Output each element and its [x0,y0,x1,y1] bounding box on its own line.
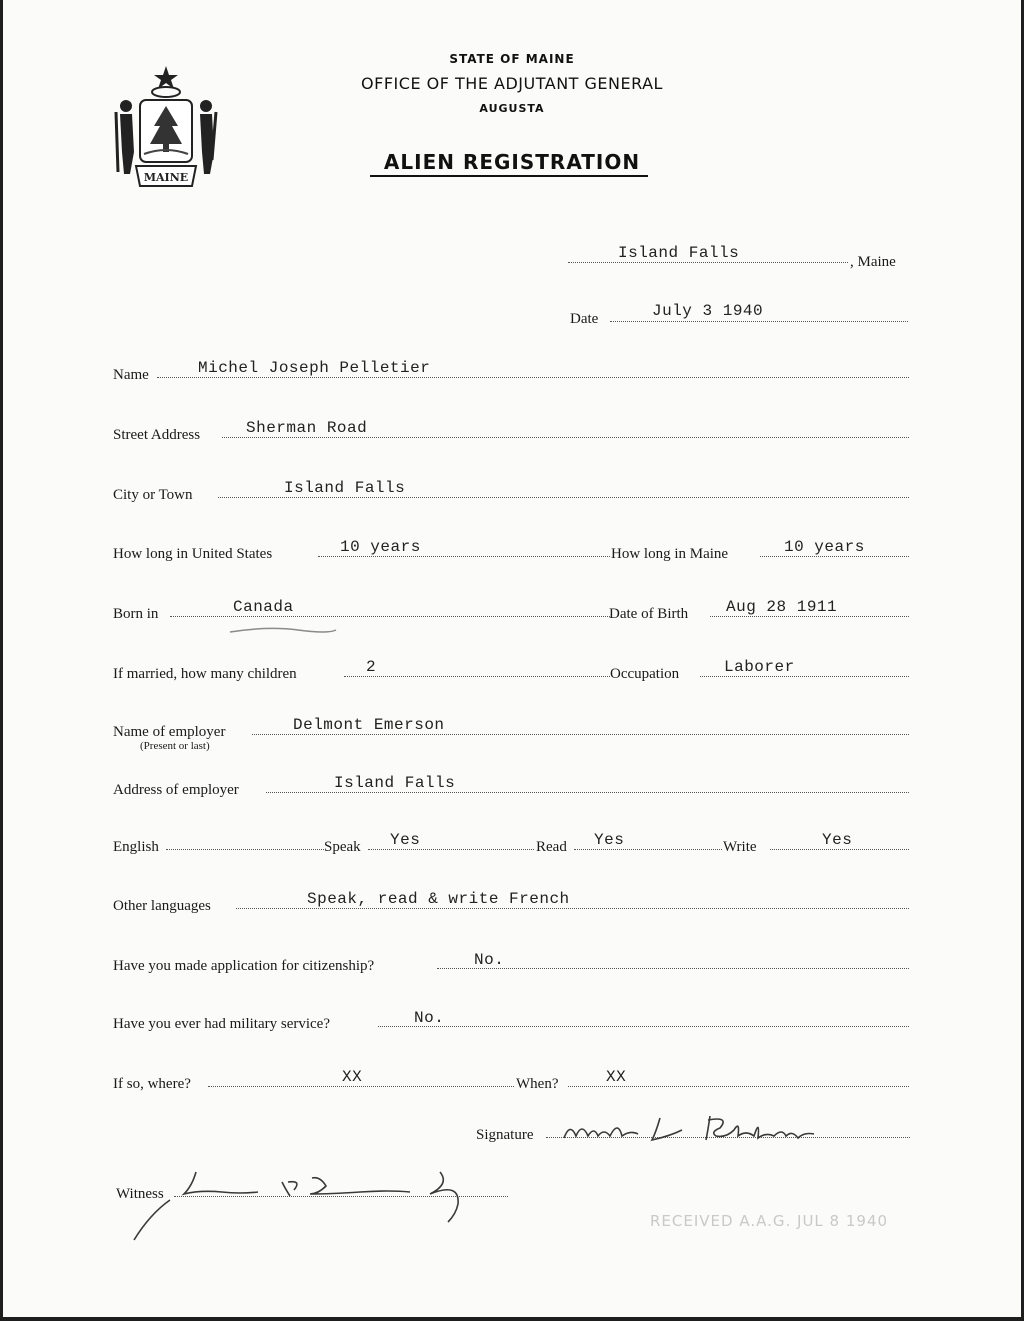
born-label: Born in [113,606,159,622]
when-value: XX [606,1068,627,1086]
city-dots [218,497,909,498]
occupation-value: Laborer [724,658,795,676]
speak-label: Speak [324,839,361,855]
where-value: XX [342,1068,363,1086]
place-suffix: , Maine [850,254,896,270]
when-dots [568,1086,909,1087]
military-dots [378,1026,909,1027]
place-dots [568,262,848,263]
read-label: Read [536,839,567,855]
read-dots [574,849,722,850]
date-value: July 3 1940 [652,302,764,320]
signature-scribble [560,1108,850,1148]
write-value: Yes [822,831,853,849]
us-years-label: How long in United States [113,546,273,562]
witness-label: Witness [116,1186,164,1202]
witness-scribble [130,1164,500,1244]
children-value: 2 [366,658,377,676]
children-dots [344,676,610,677]
born-dots [170,616,610,617]
street-value: Sherman Road [246,419,368,437]
maine-years-label: How long in Maine [611,546,729,562]
employer-address-value: Island Falls [334,774,456,792]
header-office: OFFICE OF THE ADJUTANT GENERAL [361,74,663,93]
street-label: Street Address [113,427,201,443]
english-dots [166,849,324,850]
where-dots [208,1086,514,1087]
other-languages-label: Other languages [113,898,211,914]
occupation-dots [700,676,909,677]
when-label: When? [516,1076,559,1092]
citizenship-dots [437,968,909,969]
maine-years-dots [760,556,909,557]
pencil-mark [228,624,338,636]
name-label: Name [113,367,149,383]
speak-value: Yes [390,831,421,849]
signature-label: Signature [476,1127,534,1143]
header-city: AUGUSTA [479,102,545,115]
form-title: ALIEN REGISTRATION [383,150,641,174]
write-label: Write [723,839,757,855]
city-value: Island Falls [284,479,406,497]
seal-banner-text: MAINE [143,171,189,184]
citizenship-label: Have you made application for citizenship? [113,958,375,974]
children-label: If married, how many children [113,666,297,682]
where-label: If so, where? [113,1076,191,1092]
other-languages-dots [236,908,909,909]
citizenship-value: No. [474,951,505,969]
street-dots [222,437,909,438]
us-years-dots [318,556,610,557]
header-state: STATE OF MAINE [449,52,575,66]
employer-sublabel: (Present or last) [140,740,210,752]
scan-border-left [0,0,3,1321]
date-dots [610,321,908,322]
city-label: City or Town [113,487,193,503]
employer-dots [252,734,909,735]
title-underline [370,175,648,177]
military-value: No. [414,1009,445,1027]
received-stamp: RECEIVED A.A.G. JUL 8 1940 [650,1212,889,1230]
dob-value: Aug 28 1911 [726,598,838,616]
employer-address-dots [266,792,909,793]
occupation-label: Occupation [610,666,680,682]
military-label: Have you ever had military service? [113,1016,330,1032]
name-dots [157,377,909,378]
place-value: Island Falls [618,244,740,262]
speak-dots [368,849,534,850]
other-languages-value: Speak, read & write French [307,890,570,908]
scan-border-bottom [0,1317,1024,1321]
dob-dots [710,616,909,617]
date-label: Date [570,311,599,327]
read-value: Yes [594,831,625,849]
born-value: Canada [233,598,294,616]
dob-label: Date of Birth [609,606,689,622]
maine-years-value: 10 years [784,538,865,556]
us-years-value: 10 years [340,538,421,556]
write-dots [770,849,909,850]
employer-value: Delmont Emerson [293,716,445,734]
name-value: Michel Joseph Pelletier [198,359,431,377]
employer-label: Name of employer [113,724,226,740]
employer-address-label: Address of employer [113,782,239,798]
english-label: English [113,839,159,855]
